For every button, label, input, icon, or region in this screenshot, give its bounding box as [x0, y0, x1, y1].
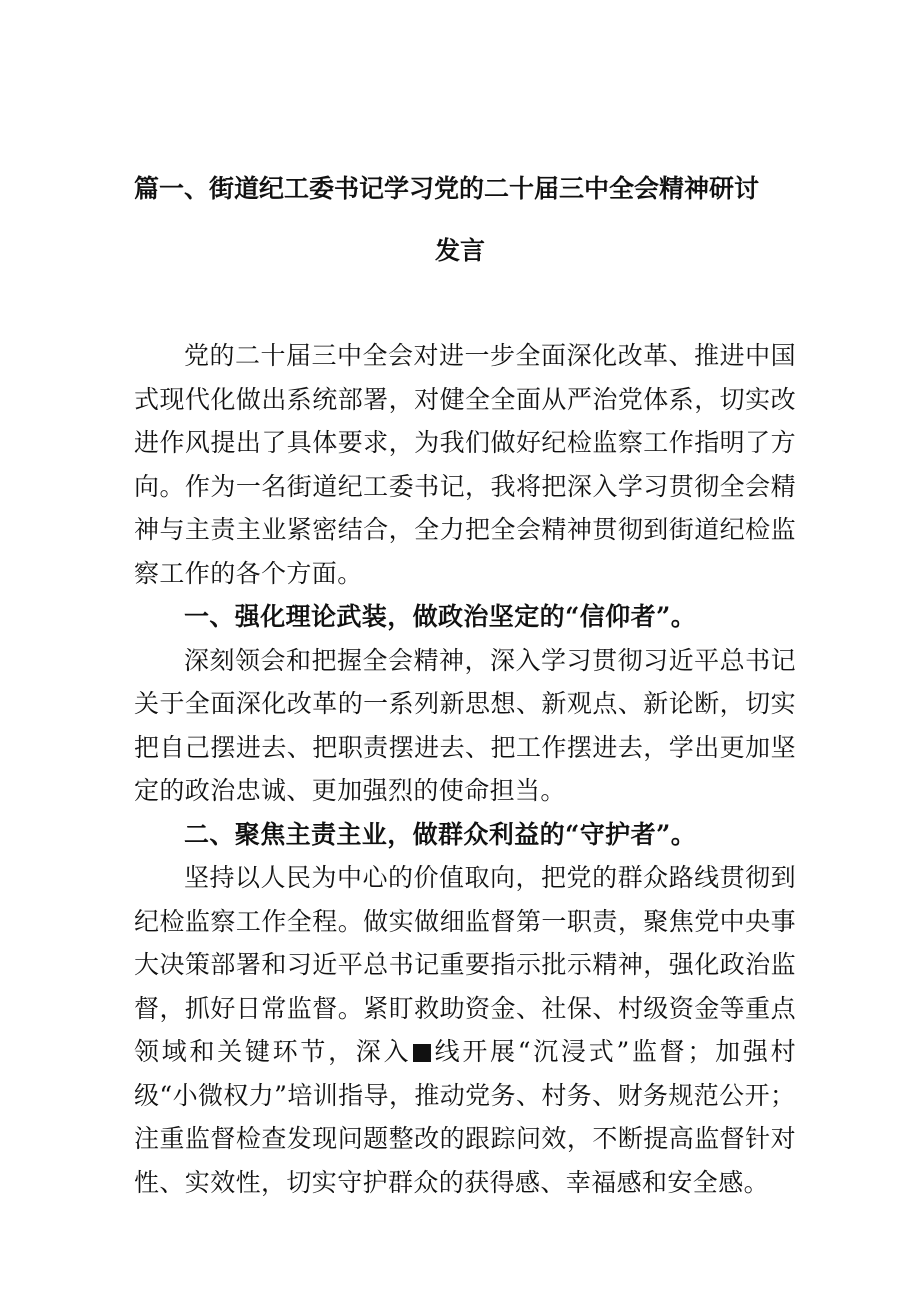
document-title-line1: 篇一、街道纪工委书记学习党的二十届三中全会精神研讨: [134, 174, 760, 203]
section2-text-part1: 坚持以人民为中心的价值取向，把党的群众路线贯彻到纪检监察工作全程。做实做细监督第一职责，聚焦党中央事大决策部署和习近平总书记重要指示批示精神，强化政治监督，抓好日常监督。紧盯救助资金、社保、村级资金等重点领域和关键环节，深入: [134, 863, 796, 1066]
section2-paragraph: [134, 856, 796, 1117]
section1-paragraph: 深刻领会和把握全会精神，深入学习贯彻习近平总书记关于全面深化改革的一系列新思想、新观点、新论断，切实把自己摆进去、把职责摆进去、把工作摆进去，学出更加坚定的政治忠诚、更加强烈的使命担当。: [134, 645, 796, 805]
document-title-line2: 发言: [434, 236, 485, 265]
section2-heading: 二、聚焦主责主业，做群众利益的“守护者”。: [184, 819, 697, 849]
section2-continuation-paragraph: 注重监督检查发现问题整改的跟踪问效，不断提高监督针对性、实效性，切实守护群众的获得感、幸福感和安全感。: [134, 1124, 796, 1197]
section2-text-part2: 线开展“沉浸式”监督；加强村级“小微权力”培训指导，推动党务、村务、财务规范公开；: [134, 1037, 796, 1110]
intro-paragraph: 党的二十届三中全会对进一步全面深化改革、推进中国式现代化做出系统部署，对健全全面从严治党体系，切实改进作风提出了具体要求，为我们做好纪检监察工作指明了方向。作为一名街道纪工委书记，我将把深入学习贯彻全会精神与主责主业紧密结合，全力把全会精神贯彻到街道纪检监察工作的各个方面。: [134, 341, 796, 588]
document-body: [134, 334, 796, 1204]
section1-heading: 一、强化理论武装，做政治坚定的“信仰者”。: [184, 602, 697, 631]
black-square-icon: [413, 1044, 431, 1062]
